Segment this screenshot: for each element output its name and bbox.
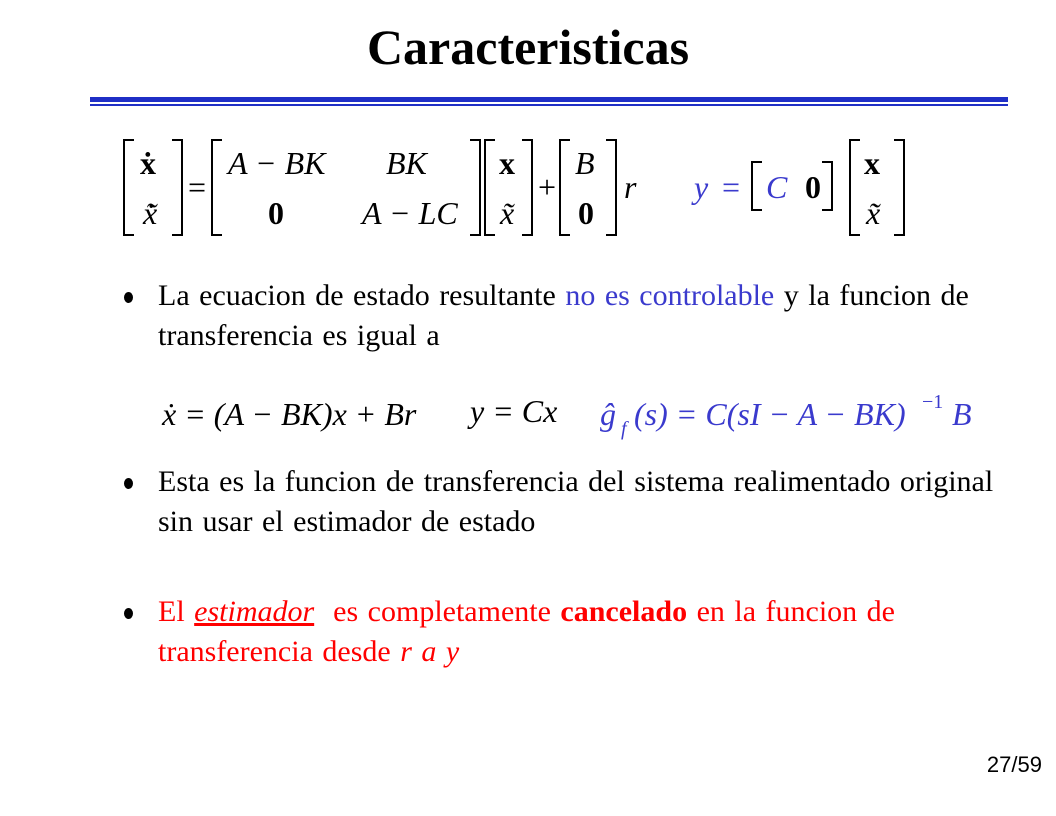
input-r: r (624, 169, 637, 205)
output-equals: = (722, 169, 741, 205)
output-equation: y = Cx (470, 393, 558, 429)
equals-sign: = (188, 169, 207, 205)
matrix-a-lc: A − LC (362, 195, 458, 231)
output-y: y (694, 169, 709, 205)
lhs-xdot: ẋ (140, 145, 156, 181)
vector-x: x (499, 145, 515, 181)
vector-b-zero: 0 (578, 195, 594, 231)
transfer-function-exponent: −1 (922, 391, 944, 413)
vector-b: B (575, 145, 595, 181)
r-to-y-term: r a y (400, 635, 460, 668)
bullet-item (120, 276, 1020, 356)
output-zero: 0 (805, 169, 821, 205)
bullet-text: La ecuacion de estado resultante no es controlable y la funcion de transferencia es igual a (158, 279, 969, 352)
matrix-bk: BK (386, 145, 427, 181)
lhs-xtilde-dot: x̃̇ (143, 195, 158, 231)
bullet-item (120, 592, 1020, 672)
page-number: 27/59 (986, 752, 1042, 777)
state-equation: ẋ = (A − BK)x + Br (162, 396, 417, 432)
vector-xtilde: x̃ (500, 195, 515, 231)
output-vector-xtilde: x̃ (866, 195, 881, 231)
page-title: Caracteristicas (366, 19, 690, 75)
bullet-text: El estimador es completamente cancelado en la funcion de transferencia desde r a y (158, 595, 895, 668)
cancelled-term: cancelado (560, 595, 688, 628)
transfer-function-body: (s) = C(sI − A − BK) (634, 396, 906, 432)
estimator-term: estimador (194, 595, 315, 628)
bullet-dot (124, 608, 133, 619)
bullet-text: Esta es la funcion de transferencia del sistema realimentado original sin usar el estimador de estado (158, 465, 994, 538)
output-c: C (766, 169, 788, 205)
highlight-not-controllable: no es controlable (565, 279, 775, 312)
reduced-system-equations (0, 380, 1056, 450)
closed-loop-state-equation (0, 0, 1056, 260)
matrix-a-bk: A − BK (228, 145, 326, 181)
output-vector-x: x (864, 145, 880, 181)
bullet-dot (124, 292, 133, 303)
bullet-dot (124, 478, 133, 489)
plus-sign: + (538, 169, 557, 205)
transfer-function-b: B (952, 396, 972, 432)
matrix-zero: 0 (268, 195, 284, 231)
transfer-function-g: ĝ (600, 396, 616, 432)
bullet-item (120, 462, 1020, 542)
transfer-function-subscript: f (621, 418, 627, 440)
